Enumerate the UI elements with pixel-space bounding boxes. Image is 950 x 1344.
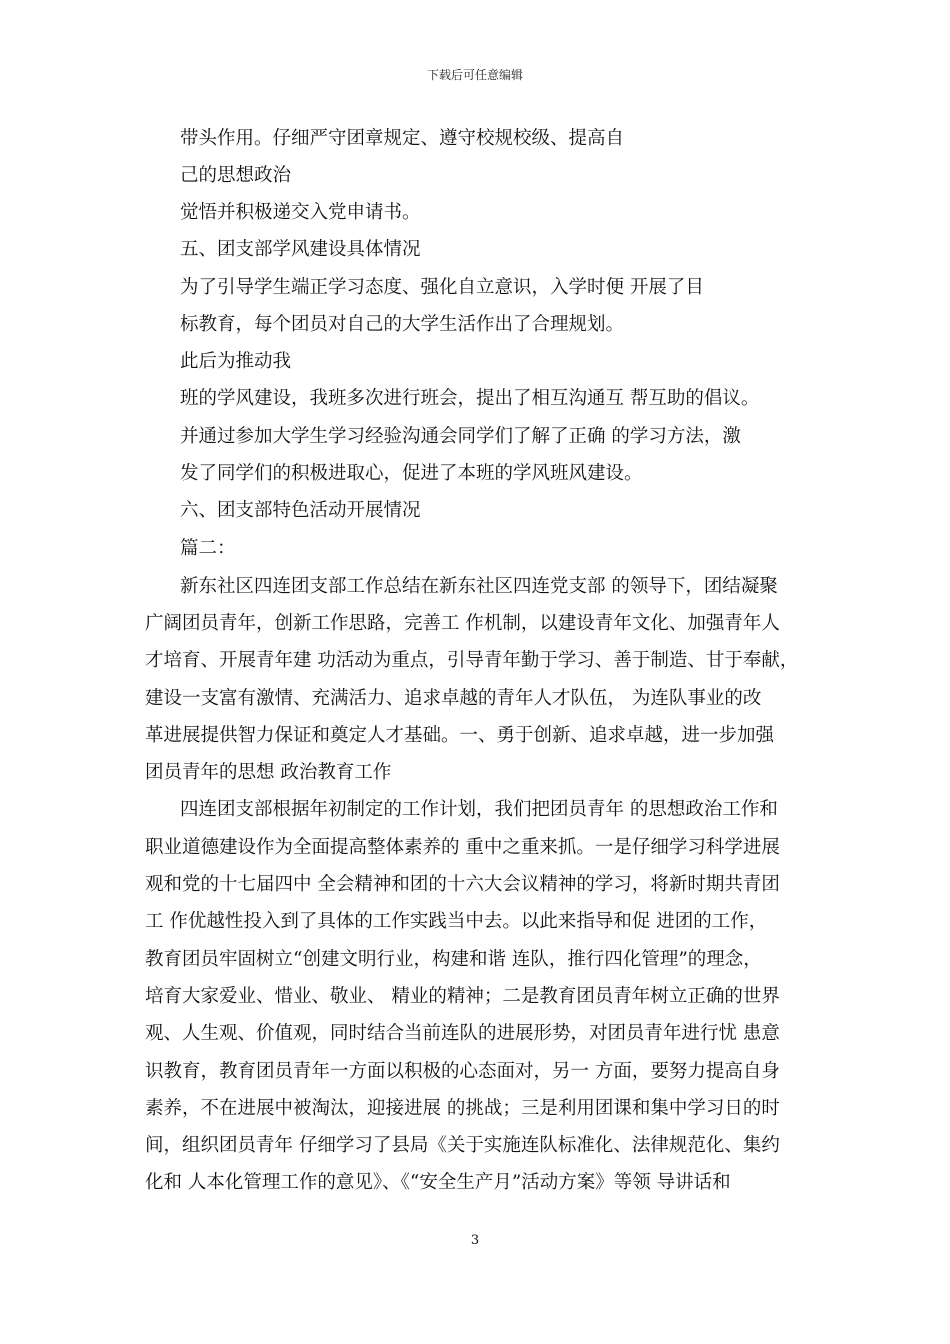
text-line: 观、人生观、价值观，同时结合当前连队的进展形势，对团员青年进行忧 患意 [145, 1023, 780, 1044]
text-line: 发了同学们的积极进取心，促进了本班的学风班风建设。 [180, 463, 643, 484]
text-line: 己的思想政治 [180, 165, 292, 186]
text-line: 觉悟并积极递交入党申请书。 [180, 202, 421, 223]
text-line: 化和 人本化管理工作的意见》、《“安全生产月”活动方案》等领 导讲话和 [145, 1172, 731, 1193]
section-heading: 五、团支部学风建设具体情况 [180, 239, 421, 260]
text-line: 带头作用。仔细严守团章规定、遵守校规校级、提高自 [180, 128, 625, 149]
text-line: 观和党的十七届四中 全会精神和团的十六大会议精神的学习，将新时期共青团 [145, 874, 780, 895]
text-line: 培育大家爱业、惜业、敬业、 精业的精神；二是教育团员青年树立正确的世界 [145, 986, 780, 1007]
text-line: 识教育，教育团员青年一方面以积极的心态面对，另一 方面，要努力提高自身 [145, 1061, 780, 1082]
text-line: 广阔团员青年，创新工作思路，完善工 作机制，以建设青年文化、加强青年人 [145, 613, 780, 634]
text-line: 班的学风建设，我班多次进行班会，提出了相互沟通互 帮互助的倡议。 [180, 388, 760, 409]
text-line: 素养，不在进展中被淘汰，迎接进展 的挑战；三是利用团课和集中学习日的时 [145, 1098, 780, 1119]
text-line: 为了引导学生端正学习态度、强化自立意识，入学时便 开展了目 [180, 277, 704, 298]
text-line: 四连团支部根据年初制定的工作计划，我们把团员青年 的思想政治工作和 [180, 799, 778, 820]
text-line: 革进展提供智力保证和奠定人才基础。一、勇于创新、追求卓越，进一步加强 [145, 725, 775, 746]
text-line: 新东社区四连团支部工作总结在新东社区四连党支部 的领导下，团结凝聚 [180, 576, 778, 597]
text-line: 工 作优越性投入到了具体的工作实践当中去。以此来指导和促 进团的工作， [145, 911, 768, 932]
page-header: 下载后可任意编辑 [426, 68, 523, 82]
text-line: 职业道德建设作为全面提高整体素养的 重中之重来抓。一是仔细学习科学进展 [145, 837, 780, 858]
text-line: 并通过参加大学生学习经验沟通会同学们了解了正确 的学习方法，激 [180, 426, 741, 447]
text-line: 团员青年的思想 政治教育工作 [145, 762, 392, 783]
text-line: 此后为推动我 [180, 351, 292, 372]
text-line: 教育团员牢固树立“创建文明行业，构建和谐 连队，推行四化管理”的理念， [145, 949, 762, 970]
text-line: 建设一支富有激情、充满活力、追求卓越的青年人才队伍， 为连队事业的改 [145, 688, 762, 709]
text-line: 标教育，每个团员对自己的大学生活作出了合理规划。 [180, 314, 625, 335]
section-heading: 篇二： [180, 538, 236, 559]
text-line: 间，组织团员青年 仔细学习了县局《关于实施连队标准化、法律规范化、集约 [145, 1135, 780, 1156]
section-heading: 六、团支部特色活动开展情况 [180, 500, 421, 521]
text-line: 才培育、开展青年建 功活动为重点，引导青年勤于学习、善于制造、甘于奉献， [145, 650, 799, 671]
page-number: 3 [470, 1233, 480, 1248]
